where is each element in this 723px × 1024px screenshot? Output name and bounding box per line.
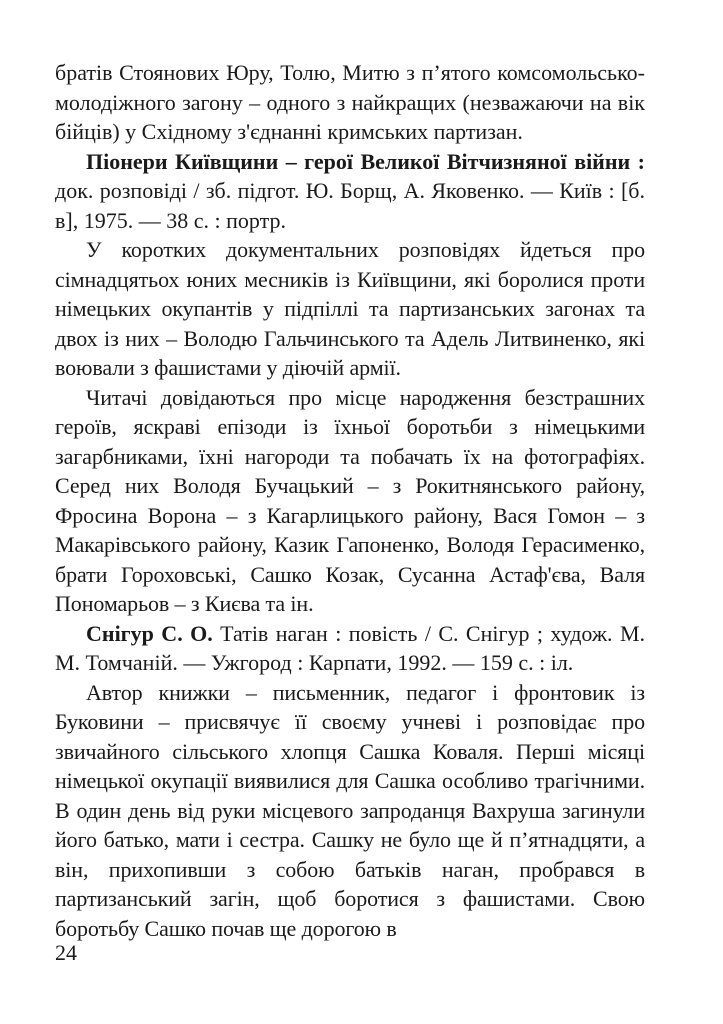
annotation-paragraph: У коротких документальних розповідях йдеться про сімнадцятьох юних месників із Київщини, які боролися проти німецьких окупантів у підпіллі та партизанських загонах та двох із них – Володю Гальчинського та Адель Литвиненко, які воювали з фашистами у діючій армії. xyxy=(55,237,645,380)
page-number: 24 xyxy=(55,940,77,965)
entry-description: Татів наган : повість / С. Снігур ; худож. М. М. Томчаній. — Ужгород : Карпати, 1992. — 159 с. : іл. xyxy=(55,620,646,675)
annotation-paragraph: Автор книжки – письменник, педагог і фронтовик із Буковини – присвячує її своєму учневі і розповідає про звичайного сільського хлопця Сашка Коваля. Перші місяці німецької окупації виявилися для Сашка особливо трагічними. В один день від руки місцевого запроданця Вахруша загинули його батько, мати і сестра. Сашку не було ще й п’ятнадцяти, а він, прихопивши з собою батьків наган, пробрався в партизанський загін, щоб боротися з фашистами. Свою боротьбу Сашко почав ще дорогою в xyxy=(55,679,645,941)
entry-description: док. розповіді / зб. підгот. Ю. Борщ, А. Яковенко. — Київ : [б. в], 1975. — 38 с. : портр. xyxy=(55,178,645,233)
bibliographic-entry xyxy=(55,619,645,678)
page-body xyxy=(55,58,645,943)
paragraph-continuation: братів Стоянових Юру, Толю, Митю з п’ятого комсомольсько-молодіжного загону – одного з найкращих (незважаючи на вік бійців) у Східному з'єднанні кримських партизан. xyxy=(55,60,645,144)
bibliographic-entry xyxy=(55,147,645,236)
annotation-paragraph: Читачі довідаються про місце народження безстрашних героїв, яскраві епізоди із їхньої боротьби з німецькими загарбниками, їхні нагороди та побачать їх на фотографіях. Серед них Володя Бучацький – з Рокитнянського району, Фросина Ворона – з Кагарлицького району, Вася Гомон – з Макарівського району, Казик Гапоненко, Володя Герасименко, брати Гороховські, Сашко Козак, Сусанна Астаф'єва, Валя Пономарьов – з Києва та ін. xyxy=(55,384,645,616)
entry-author: Снігур С. О. xyxy=(86,620,213,646)
entry-title: Піонери Київщини – герої Великої Вітчизняної війни : xyxy=(86,148,645,174)
